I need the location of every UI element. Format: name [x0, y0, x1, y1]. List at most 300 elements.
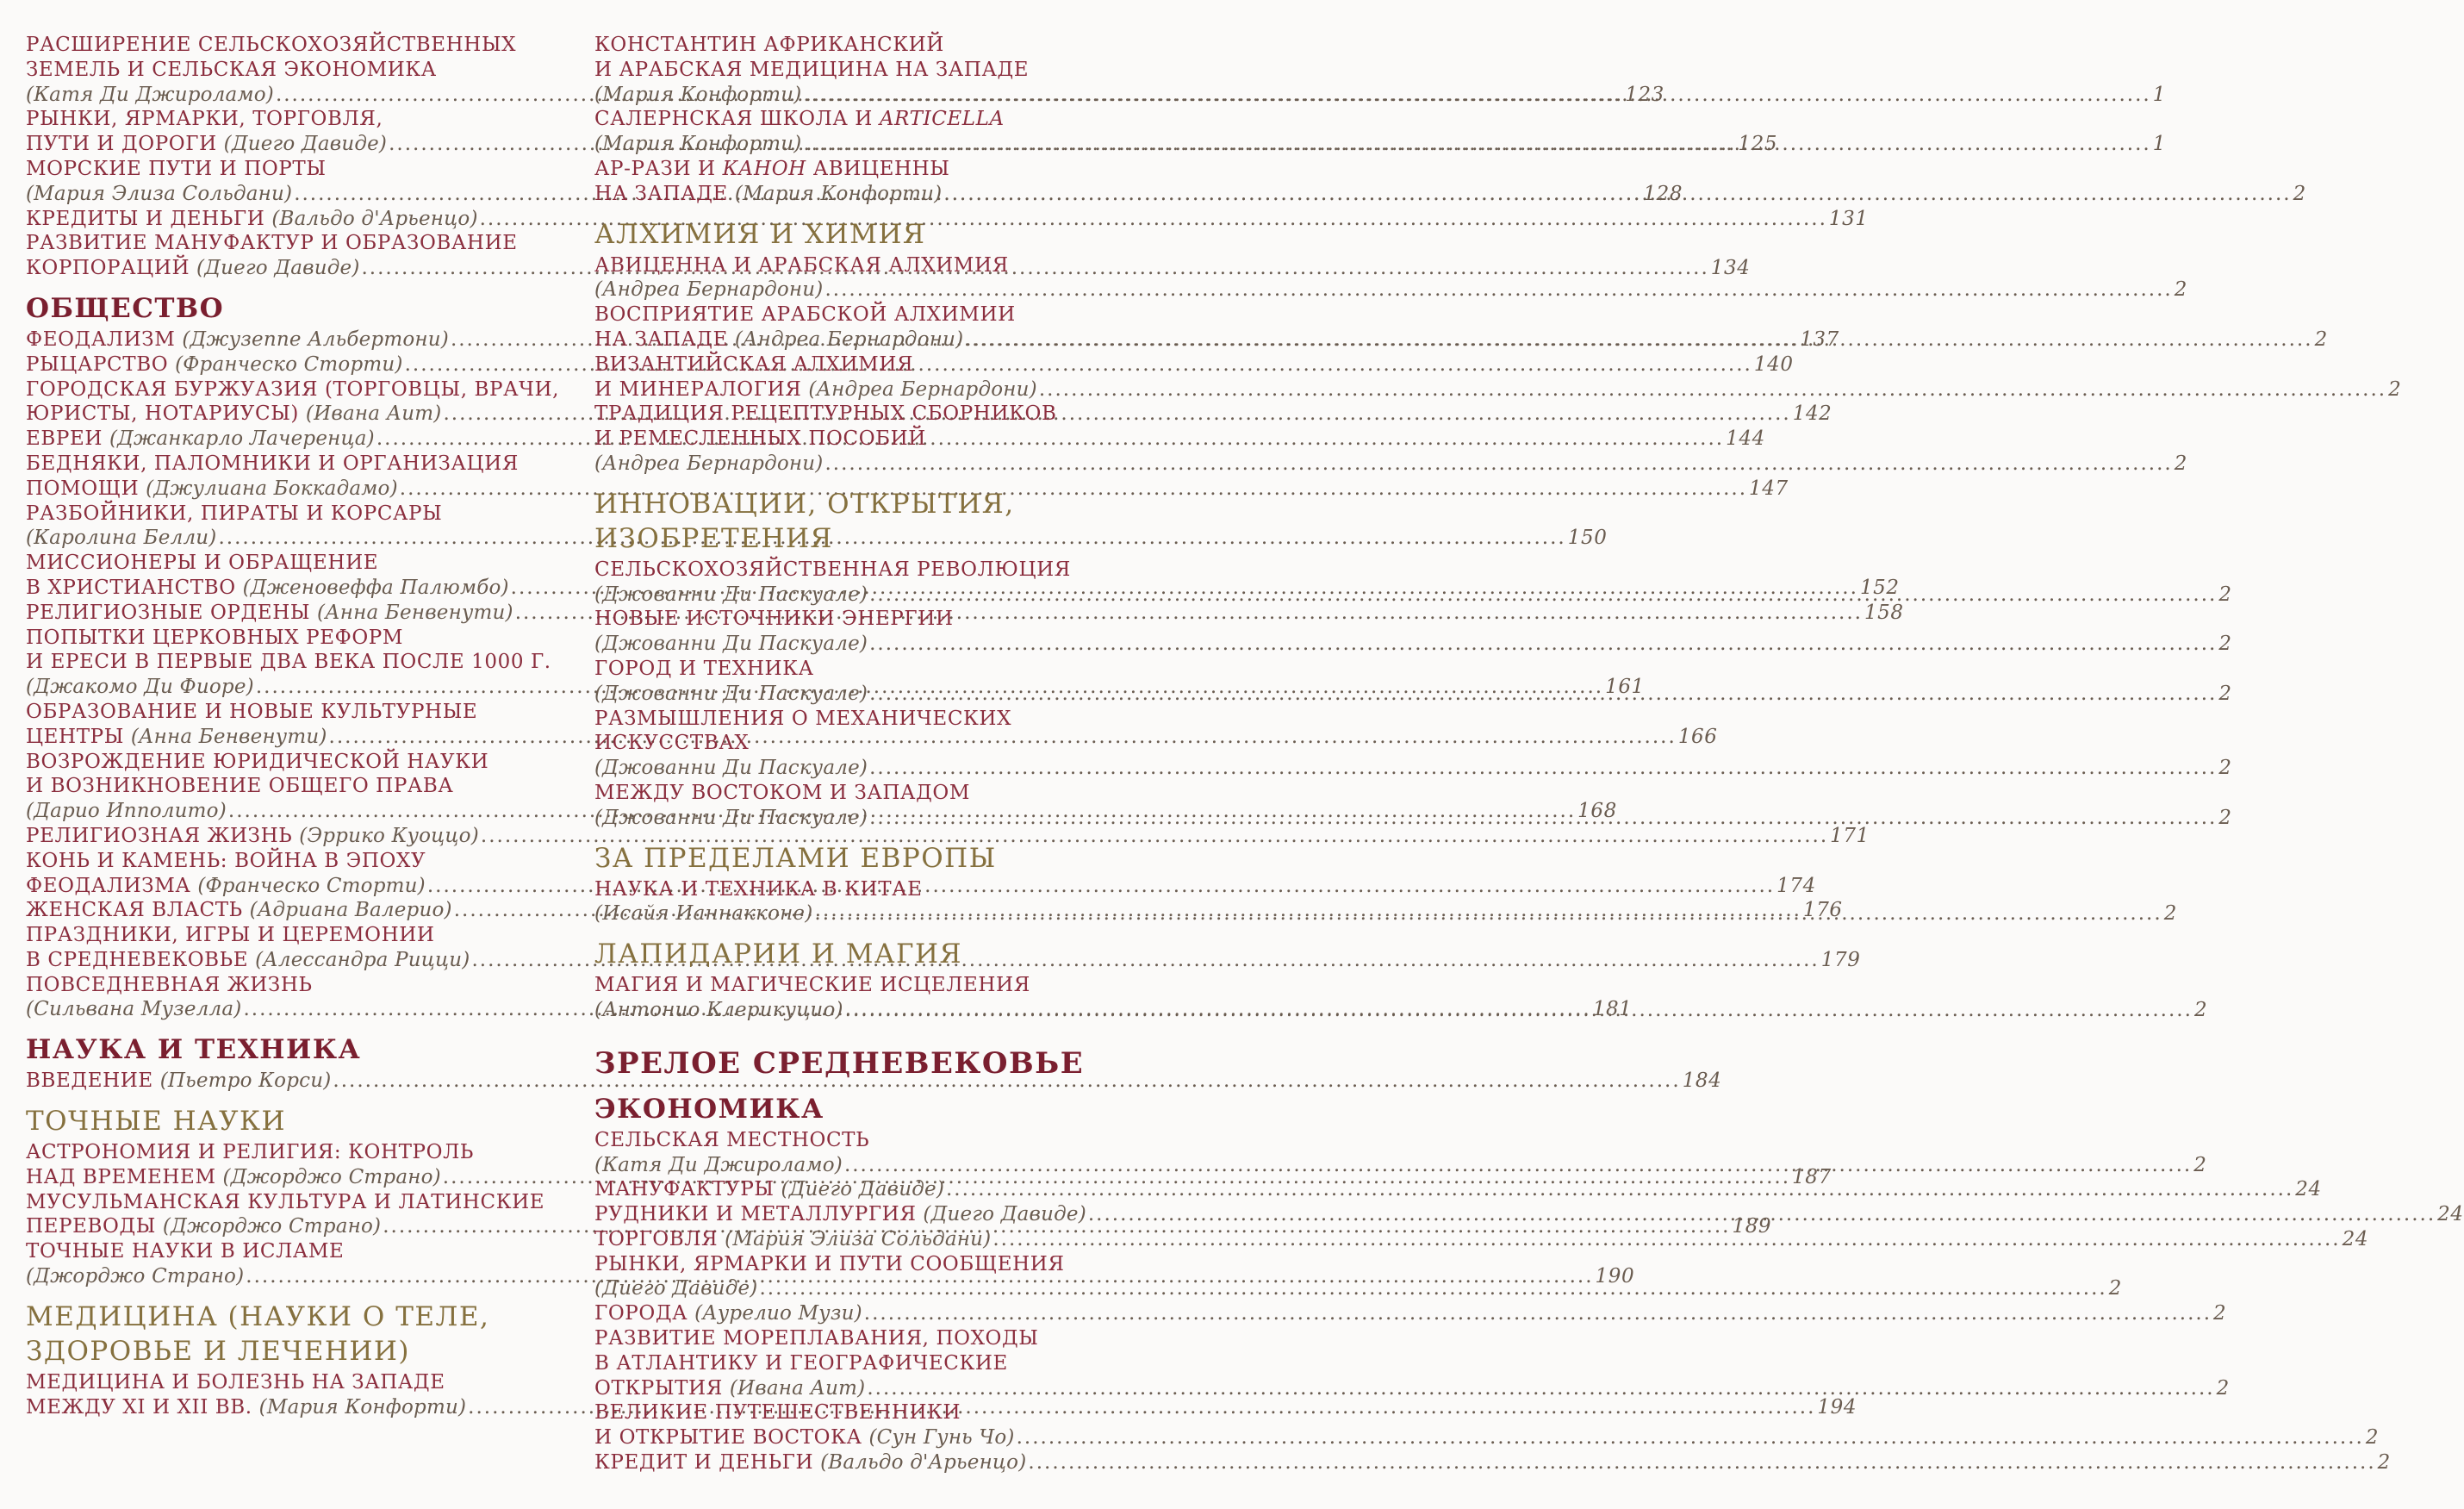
entry-author: (Андреа Бернардони)	[594, 452, 824, 475]
entry-author: (Франческо Сторти)	[175, 352, 403, 376]
entry-author: (Джованни Ди Паскуале)	[594, 633, 868, 656]
entry-left	[594, 277, 823, 302]
entry-left	[26, 1264, 244, 1289]
entry-title: В СРЕДНЕВЕКОВЬЕ	[26, 948, 249, 971]
entry-title: ПЕРЕВОДЫ	[26, 1215, 156, 1238]
page-number: 147	[1749, 477, 1789, 500]
entry-title: КРЕДИТ И ДЕНЬГИ	[594, 1451, 814, 1475]
entry-title: ЗЕМЕЛЬ И СЕЛЬСКАЯ ЭКОНОМИКА	[26, 58, 437, 81]
entry-author: (Мария Конфорти)	[734, 182, 943, 205]
page-number: 142	[1792, 402, 1832, 426]
entry-title: ВИЗАНТИЙСКАЯ АЛХИМИЯ	[594, 352, 914, 376]
entry-title: РЕЛИГИОЗНАЯ ЖИЗНЬ	[26, 824, 293, 847]
entry-title: МЕЖДУ ВОСТОКОМ И ЗАПАДОМ	[594, 781, 970, 804]
page-number: 123	[1625, 83, 1664, 106]
toc-entry[interactable]	[594, 1301, 2227, 1326]
entry-title: ЕВРЕИ	[26, 427, 103, 451]
page-number: 158	[1864, 601, 1904, 624]
dot-leader	[869, 583, 2217, 608]
page-number: 2	[2174, 278, 2187, 302]
entry-left	[594, 682, 868, 707]
entry-title: МОРСКИЕ ПУТИ И ПОРТЫ	[26, 157, 327, 180]
dot-leader	[1039, 377, 2386, 402]
toc-entry-title-line	[26, 750, 544, 775]
page-number: 2	[2388, 377, 2402, 401]
entry-author: (Анна Бенвенути)	[130, 725, 327, 748]
entry-left	[26, 601, 513, 626]
dot-leader	[867, 1376, 2214, 1401]
entry-left	[26, 207, 478, 232]
entry-title: ПОМОЩИ	[26, 477, 140, 500]
toc-entry-title-line	[594, 657, 1111, 682]
entry-author: (Пьетро Корси)	[159, 1069, 332, 1093]
entry-author: (Джованни Ди Паскуале)	[594, 806, 868, 829]
entry-author: (Сильвана Музелла)	[26, 998, 242, 1021]
toc-entry-title-line	[26, 973, 544, 998]
entry-title: ВВЕДЕНИЕ	[26, 1069, 153, 1093]
entry-author: (Вальдо д'Арьенцо)	[271, 207, 478, 230]
entry-left	[26, 182, 292, 207]
toc-entry-title-line	[26, 157, 544, 182]
toc-entry-title-line	[594, 607, 1111, 632]
entry-title: РАЗМЫШЛЕНИЯ О МЕХАНИЧЕСКИХ	[594, 707, 1012, 730]
entry-author: (Катя Ди Джироламо)	[594, 1153, 843, 1176]
entry-left	[26, 576, 509, 601]
dot-leader	[943, 182, 2291, 207]
section-heading: НАУКА И ТЕХНИКА	[26, 1034, 362, 1066]
entry-title: ПУТИ И ДОРОГИ	[26, 133, 217, 156]
dot-leader	[803, 83, 2150, 108]
section-heading: МЕДИЦИНА (НАУКИ О ТЕЛЕ,	[26, 1300, 490, 1332]
entry-title: ГОРОДА	[594, 1302, 688, 1325]
entry-title: ГОРОД И ТЕХНИКА	[594, 657, 814, 680]
entry-title: НАД ВРЕМЕНЕМ	[26, 1165, 216, 1188]
page-number: 166	[1677, 725, 1718, 748]
dot-leader	[864, 1301, 2212, 1326]
entry-left	[594, 452, 823, 477]
dot-leader	[1028, 1450, 2375, 1475]
toc-entry-title-line	[26, 33, 544, 58]
page-number: 144	[1726, 427, 1765, 451]
entry-title: КРЕДИТЫ И ДЕНЬГИ	[26, 207, 265, 230]
toc-entry[interactable]	[26, 207, 1869, 232]
entry-left	[26, 256, 360, 281]
entry-title: МАНУФАКТУРЫ	[594, 1178, 775, 1201]
dot-leader	[869, 756, 2217, 781]
page-number: 168	[1577, 800, 1617, 823]
page-number: 1	[2152, 83, 2166, 106]
page-number: 131	[1828, 207, 1869, 230]
dot-leader	[844, 1153, 2192, 1178]
entry-author: (Джованни Ди Паскуале)	[594, 682, 868, 705]
entry-left	[26, 874, 426, 899]
entry-left	[26, 526, 216, 551]
entry-title: МЕДИЦИНА И БОЛЕЗНЬ НА ЗАПАДЕ	[26, 1370, 445, 1394]
entry-title: ГОРОДСКАЯ БУРЖУАЗИЯ (ТОРГОВЦЫ, ВРАЧИ,	[26, 377, 560, 401]
entry-title: И ОТКРЫТИЕ ВОСТОКА	[594, 1426, 862, 1450]
toc-entry-title-line	[26, 551, 544, 576]
entry-author: (Ивана Аит)	[305, 402, 442, 426]
toc-entry-title-line	[594, 781, 1111, 806]
entry-left	[26, 997, 241, 1022]
page-number: 161	[1605, 676, 1645, 699]
entry-title: ПОВСЕДНЕВНАЯ ЖИЗНЬ	[26, 973, 313, 996]
entry-left	[26, 327, 449, 352]
entry-title: В ХРИСТИАНСТВО	[26, 576, 236, 599]
toc-entry-title-line	[26, 849, 544, 874]
entry-author: (Диего Давиде)	[781, 1178, 944, 1201]
entry-author: (Вальдо д'Арьенцо)	[820, 1451, 1027, 1475]
entry-author: (Диего Давиде)	[223, 133, 388, 156]
toc-entry-title-line	[594, 33, 1111, 58]
entry-title: РЫНКИ, ЯРМАРКИ, ТОРГОВЛЯ,	[26, 108, 383, 131]
entry-title-italic: ARTICELLA	[879, 108, 1005, 131]
entry-title: СЕЛЬСКОХОЗЯЙСТВЕННАЯ РЕВОЛЮЦИЯ	[594, 558, 1071, 581]
toc-entry-title-line	[594, 1400, 1111, 1425]
toc-entry[interactable]	[26, 477, 1789, 502]
entry-left	[594, 83, 801, 108]
toc-entry-title-line	[594, 731, 1111, 756]
entry-left	[594, 1202, 1086, 1227]
dot-leader	[1088, 1202, 2436, 1227]
page-number: 2	[2218, 583, 2232, 606]
section-heading: ИННОВАЦИИ, ОТКРЫТИЯ,	[594, 488, 1015, 520]
toc-entry-title-line	[594, 157, 1111, 182]
entry-author: (Андреа Бернардони)	[808, 377, 1037, 401]
entry-title: ФЕОДАЛИЗМ	[26, 327, 176, 351]
page-number: 24	[2437, 1203, 2464, 1226]
page-number: 2	[2293, 182, 2306, 205]
entry-left	[26, 799, 227, 824]
entry-title: ПОПЫТКИ ЦЕРКОВНЫХ РЕФОРМ	[26, 626, 404, 649]
entry-title: И ВОЗНИКНОВЕНИЕ ОБЩЕГО ПРАВА	[26, 775, 454, 798]
entry-title: КОНСТАНТИН АФРИКАНСКИЙ	[594, 34, 944, 56]
page-number: 187	[1792, 1165, 1832, 1188]
page-number: 2	[2377, 1451, 2391, 1475]
dot-leader	[946, 1177, 2293, 1202]
page-number: 2	[2218, 633, 2232, 656]
page-number: 2	[2108, 1277, 2122, 1300]
entry-author: (Джованни Ди Паскуале)	[594, 757, 868, 780]
toc-entry[interactable]	[594, 632, 2232, 657]
page-number: 134	[1710, 257, 1751, 280]
entry-left	[26, 1069, 331, 1094]
entry-author: (Мария Элиза Сольдани)	[725, 1227, 992, 1250]
toc-entry-title-line	[594, 58, 1111, 83]
page-number: 2	[2218, 682, 2232, 705]
entry-author: (Антонио Клерикуцио)	[594, 998, 843, 1021]
toc-entry[interactable]	[594, 1450, 2391, 1475]
entry-title: РЫНКИ, ЯРМАРКИ И ПУТИ СООБЩЕНИЯ	[594, 1252, 1065, 1275]
toc-entry-title-line	[26, 650, 551, 675]
entry-title: РУДНИКИ И МЕТАЛЛУРГИЯ	[594, 1203, 917, 1226]
dot-leader	[824, 452, 2172, 477]
entry-title: МУСУЛЬМАНСКАЯ КУЛЬТУРА И ЛАТИНСКИЕ	[26, 1190, 545, 1213]
page-number: 125	[1738, 133, 1778, 156]
toc-entry[interactable]	[26, 824, 1870, 849]
section-heading: ТОЧНЫЕ НАУКИ	[26, 1106, 287, 1138]
entry-title: ЮРИСТЫ, НОТАРИУСЫ)	[26, 402, 299, 426]
entry-left	[594, 1425, 1015, 1450]
entry-left	[594, 327, 963, 352]
section-heading: АЛХИМИЯ И ХИМИЯ	[594, 218, 926, 250]
dot-leader	[845, 998, 2193, 1023]
dot-leader	[965, 327, 2312, 352]
toc-entry-title-line	[26, 1370, 544, 1395]
page-number: 2	[2218, 806, 2232, 829]
toc-entry-title-line	[594, 707, 1111, 732]
toc-entry[interactable]	[594, 452, 2187, 477]
entry-title: ЖЕНСКАЯ ВЛАСТЬ	[26, 899, 243, 922]
dot-leader	[869, 632, 2217, 657]
entry-left	[594, 998, 843, 1023]
entry-author: (Джулиана Боккадамо)	[146, 477, 398, 500]
dot-leader	[1017, 1425, 2364, 1450]
entry-title: ТОЧНЫЕ НАУКИ В ИСЛАМЕ	[26, 1240, 345, 1263]
toc-entry-title-line	[594, 352, 1111, 377]
page-number: 24	[2342, 1227, 2369, 1250]
toc-entry-title-line	[26, 700, 544, 725]
entry-title: РАЗБОЙНИКИ, ПИРАТЫ И КОРСАРЫ	[26, 502, 443, 525]
toc-entry-title-line	[26, 1190, 544, 1215]
entry-left	[26, 725, 327, 750]
entry-left	[594, 377, 1037, 402]
entry-left	[26, 83, 274, 108]
entry-left	[594, 182, 942, 207]
entry-left	[26, 948, 470, 973]
toc-entry[interactable]	[594, 1376, 2230, 1401]
part-heading: ЗРЕЛОЕ СРЕДНЕВЕКОВЬЕ	[594, 1045, 1085, 1081]
toc-entry[interactable]	[594, 1177, 2322, 1202]
entry-author: (Джорджо Страно)	[26, 1265, 245, 1288]
toc-entry-title-line	[26, 1239, 544, 1264]
toc-entry-title-line	[26, 377, 560, 402]
page-number: 2	[2314, 327, 2328, 351]
entry-title: В АТЛАНТИКУ И ГЕОГРАФИЧЕСКИЕ	[594, 1351, 1008, 1375]
dot-leader	[814, 901, 2162, 926]
page-number: 179	[1820, 948, 1861, 971]
entry-author: (Диего Давиде)	[594, 1277, 758, 1300]
entry-left	[594, 132, 801, 157]
page-number: 184	[1682, 1069, 1722, 1093]
entry-left	[26, 402, 441, 427]
entry-left	[594, 1450, 1026, 1475]
entry-author: (Алессандра Рицци)	[255, 948, 470, 971]
page-number: 2	[2365, 1426, 2380, 1450]
entry-author: (Мария Конфорти)	[594, 133, 802, 156]
entry-author: (Мария Элиза Сольдани)	[26, 182, 293, 205]
entry-author: (Франческо Сторти)	[197, 874, 426, 897]
entry-author: (Эррико Куоццо)	[299, 824, 479, 847]
toc-entry[interactable]	[594, 1425, 2380, 1450]
entry-title: СЕЛЬСКАЯ МЕСТНОСТЬ	[594, 1128, 870, 1151]
entry-title: НА ЗАПАДЕ	[594, 327, 728, 351]
entry-title: И АРАБСКАЯ МЕДИЦИНА НА ЗАПАДЕ	[594, 58, 1030, 81]
dot-leader	[824, 277, 2172, 302]
page-number: 2	[2218, 757, 2232, 780]
entry-title: ИСКУССТВАХ	[594, 732, 750, 755]
page-number: 2	[2193, 1153, 2207, 1176]
page-number: 2	[2174, 452, 2187, 475]
page-number: 171	[1830, 824, 1870, 847]
entry-title-rest: АВИЦЕННЫ	[812, 157, 950, 180]
entry-title: МИССИОНЕРЫ И ОБРАЩЕНИЕ	[26, 552, 379, 575]
entry-title: АСТРОНОМИЯ И РЕЛИГИЯ: КОНТРОЛЬ	[26, 1141, 474, 1164]
entry-left	[594, 1153, 843, 1178]
page-number: 2	[2163, 902, 2177, 926]
toc-entry-title-line	[26, 774, 544, 799]
page-number: 137	[1800, 327, 1839, 351]
entry-title: НОВЫЕ ИСТОЧНИКИ ЭНЕРГИИ	[594, 608, 954, 631]
dot-leader	[869, 806, 2217, 831]
entry-author: (Сун Гунь Чо)	[868, 1426, 1015, 1450]
section-heading: ОБЩЕСТВО	[26, 292, 225, 324]
entry-author: (Дженовеффа Палюмбо)	[242, 576, 509, 599]
entry-title: ВОЗРОЖДЕНИЕ ЮРИДИЧЕСКОЙ НАУКИ	[26, 750, 489, 773]
entry-left	[594, 583, 868, 608]
section-heading: ЗДОРОВЬЕ И ЛЕЧЕНИИ)	[26, 1335, 411, 1367]
entry-author: (Адриана Валерио)	[249, 899, 452, 922]
toc-entry-title-line	[26, 452, 544, 477]
entry-title: РЕЛИГИОЗНЫЕ ОРДЕНЫ	[26, 601, 311, 624]
entry-left	[594, 806, 868, 831]
page-number: 150	[1567, 527, 1608, 550]
entry-author: (Мария Конфорти)	[594, 83, 802, 106]
entry-left	[26, 1214, 381, 1239]
entry-author: (Джузеппе Альбертони)	[182, 327, 449, 351]
entry-title: ОБРАЗОВАНИЕ И НОВЫЕ КУЛЬТУРНЫЕ	[26, 700, 478, 723]
entry-left	[594, 1177, 944, 1202]
entry-author: (Диего Давиде)	[196, 257, 360, 280]
section-heading: ЭКОНОМИКА	[594, 1093, 824, 1125]
entry-author: (Андреа Бернардони)	[734, 327, 964, 351]
entry-title: РАСШИРЕНИЕ СЕЛЬСКОХОЗЯЙСТВЕННЫХ	[26, 34, 517, 56]
toc-entry-title-line	[594, 302, 1111, 327]
entry-title: И ЕРЕСИ В ПЕРВЫЕ ДВА ВЕКА ПОСЛЕ 1000 Г.	[26, 651, 551, 674]
entry-title: КОРПОРАЦИЙ	[26, 257, 190, 280]
toc-entry[interactable]	[594, 1227, 2369, 1252]
toc-entry-title-line	[26, 231, 544, 256]
page-number: 181	[1592, 998, 1633, 1021]
entry-title: ФЕОДАЛИЗМА	[26, 874, 191, 897]
entry-title: ПРАЗДНИКИ, ИГРЫ И ЦЕРЕМОНИИ	[26, 924, 435, 947]
entry-left	[26, 1395, 466, 1420]
entry-author: (Джорджо Страно)	[222, 1165, 441, 1188]
entry-title-italic: КАНОН	[722, 157, 806, 180]
entry-author: (Диего Давиде)	[923, 1203, 1086, 1226]
entry-left	[594, 756, 868, 781]
entry-author: (Каролина Белли)	[26, 527, 217, 550]
entry-title: АР-РАЗИ И	[594, 157, 716, 180]
page-number: 2	[2216, 1376, 2230, 1400]
entry-title: ТРАДИЦИЯ РЕЦЕПТУРНЫХ СБОРНИКОВ	[594, 402, 1057, 426]
entry-author: (Джакомо Ди Фиоре)	[26, 676, 254, 699]
toc-entry[interactable]	[594, 756, 2232, 781]
page-number: 128	[1643, 182, 1683, 205]
toc-entry-title-line	[26, 502, 544, 527]
toc-entry[interactable]	[26, 1069, 1722, 1094]
entry-title: МАГИЯ И МАГИЧЕСКИЕ ИСЦЕЛЕНИЯ	[594, 974, 1030, 997]
toc-entry-title-line	[26, 107, 544, 132]
entry-title: ВЕЛИКИЕ ПУТЕШЕСТВЕННИКИ	[594, 1401, 961, 1425]
toc-entry-title-line	[594, 558, 1111, 583]
toc-entry-title-line	[594, 253, 1111, 278]
entry-left	[26, 824, 479, 849]
toc-entry[interactable]	[594, 377, 2402, 402]
dot-leader	[992, 1227, 2340, 1252]
page-number: 174	[1776, 874, 1816, 897]
page-number: 24	[2295, 1178, 2322, 1201]
entry-title: НА ЗАПАДЕ	[594, 182, 728, 205]
toc-entry-title-line	[594, 1326, 1111, 1351]
entry-author: (Андреа Бернардони)	[594, 278, 824, 302]
entry-left	[26, 898, 452, 923]
entry-title: МЕЖДУ XI И XII ВВ.	[26, 1395, 252, 1419]
section-heading: ЗА ПРЕДЕЛАМИ ЕВРОПЫ	[594, 842, 997, 874]
entry-title: САЛЕРНСКАЯ ШКОЛА И	[594, 108, 873, 131]
entry-left	[594, 1301, 862, 1326]
toc-entry-title-line	[594, 402, 1111, 427]
entry-title: РАЗВИТИЕ МОРЕПЛАВАНИЯ, ПОХОДЫ	[594, 1327, 1039, 1350]
page-number: 190	[1595, 1265, 1635, 1288]
entry-title: И МИНЕРАЛОГИЯ	[594, 377, 802, 401]
dot-leader	[759, 1276, 2106, 1301]
page-number: 1	[2152, 133, 2166, 156]
entry-title: ТОРГОВЛЯ	[594, 1227, 719, 1250]
toc-entry-title-line	[594, 107, 1111, 132]
entry-title: РЫЦАРСТВО	[26, 352, 169, 376]
page-number: 140	[1753, 352, 1794, 376]
entry-author: (Ивана Аит)	[729, 1376, 866, 1400]
entry-author: (Джанкарло Лачеренца)	[109, 427, 375, 451]
entry-left	[594, 632, 868, 657]
entry-title: ОТКРЫТИЯ	[594, 1376, 723, 1400]
toc-entry-title-line	[26, 1140, 544, 1165]
entry-title: НАУКА И ТЕХНИКА В КИТАЕ	[594, 877, 923, 901]
entry-title: КОНЬ И КАМЕНЬ: ВОЙНА В ЭПОХУ	[26, 849, 426, 872]
entry-author: (Катя Ди Джироламо)	[26, 83, 274, 106]
section-heading: ЛАПИДАРИИ И МАГИЯ	[594, 938, 963, 970]
entry-left	[26, 1165, 441, 1190]
entry-left	[594, 901, 812, 926]
toc-entry[interactable]	[594, 277, 2187, 302]
page-number: 2	[2193, 998, 2208, 1021]
entry-left	[594, 1227, 991, 1252]
page-number: 152	[1859, 576, 1900, 599]
toc-entry-title-line	[594, 877, 1111, 902]
entry-left	[26, 675, 254, 700]
entry-title: АВИЦЕННА И АРАБСКАЯ АЛХИМИЯ	[594, 253, 1009, 277]
section-heading: ИЗОБРЕТЕНИЯ	[594, 522, 833, 554]
toc-entry-title-line	[26, 626, 544, 651]
entry-left	[26, 352, 403, 377]
page-number: 189	[1732, 1215, 1772, 1238]
toc-entry-title-line	[594, 1252, 1111, 1277]
toc-entry-title-line	[594, 427, 1111, 452]
entry-author: (Дарио Ипполито)	[26, 800, 227, 823]
toc-entry-title-line	[594, 973, 1111, 998]
entry-author: (Джованни Ди Паскуале)	[594, 583, 868, 606]
entry-title: ЦЕНТРЫ	[26, 725, 124, 748]
entry-author: (Анна Бенвенути)	[317, 601, 513, 624]
entry-left	[594, 1276, 757, 1301]
entry-left	[26, 427, 375, 452]
page-number: 2	[2213, 1302, 2227, 1325]
entry-title: БЕДНЯКИ, ПАЛОМНИКИ И ОРГАНИЗАЦИЯ	[26, 452, 519, 475]
toc-entry-title-line	[594, 1128, 1111, 1153]
entry-author: (Мария Конфорти)	[258, 1395, 467, 1419]
entry-left	[26, 132, 387, 157]
